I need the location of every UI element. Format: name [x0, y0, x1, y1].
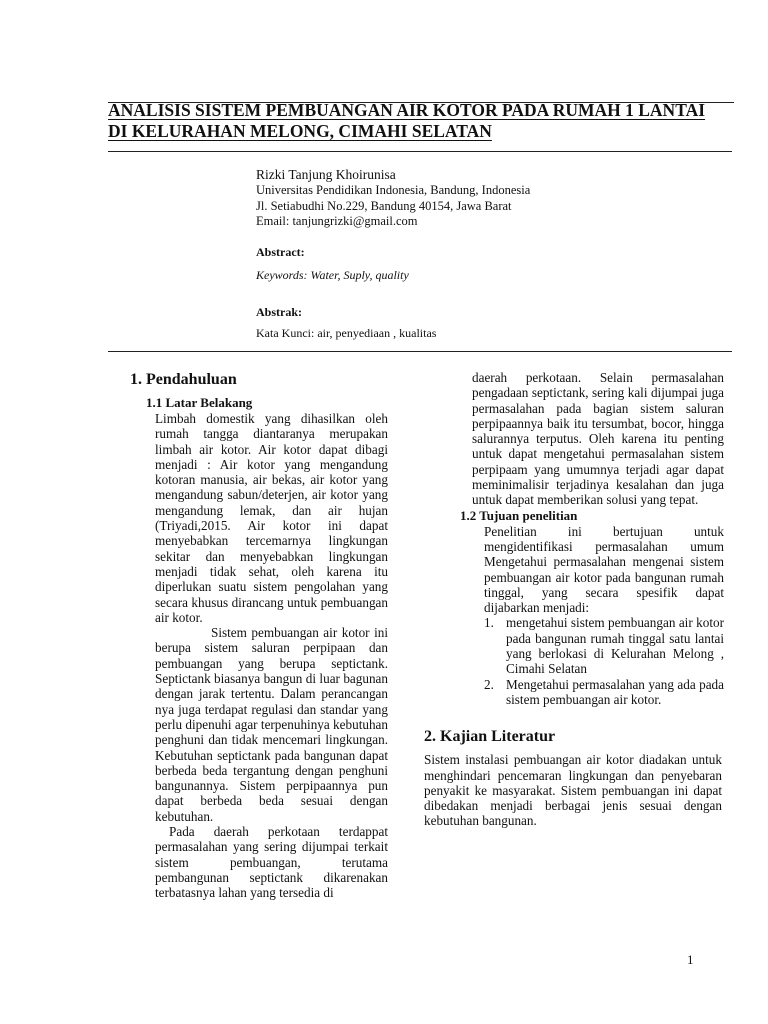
list-item-number: 1. [484, 615, 494, 631]
list-item [484, 615, 724, 676]
paragraph-latar-belakang-3-continued: daerah perkotaan. Selain permasalahan pengadaan septictank, sering kali dijumpai juga permasalahan pada bagian sistem saluran perpipaannya baik itu tersumbat, bocor, hingga salurannya terputus. Oleh karena itu penting untuk dapat mengetahui permasalahan sistem perpipaam yang umumnya terjadi agar dapat meminimalisir terjadinya kesalahan dan juga untuk dapat memberikan solusi yang tepat. [472, 370, 724, 508]
author-email: Email: tanjungrizki@gmail.com [256, 214, 418, 228]
abstract-bottom-rule [108, 351, 732, 352]
title-line-2: DI KELURAHAN MELONG, CIMAHI SELATAN [108, 121, 492, 141]
keywords-indonesian: Kata Kunci: air, penyediaan , kualitas [256, 326, 437, 340]
abstract-label: Abstract: [256, 244, 305, 259]
section-2-heading: 2. Kajian Literatur [424, 728, 556, 746]
list-item-number: 2. [484, 676, 494, 692]
list-item-text: Mengetahui permasalahan yang ada pada sistem pembuangan air kotor. [506, 676, 724, 707]
paragraph-kajian-literatur: Sistem instalasi pembuangan air kotor diadakan untuk menghindari pencemaran lingkungan dan penyebaran penyakit ke masyarakat. Sistem pembuangan ini dapat dibedakan menjadi berbagai jenis sesuai dengan kebutuhan bangunan. [424, 752, 722, 829]
page-number: 1 [687, 952, 694, 967]
list-item [484, 677, 724, 708]
paper-title [108, 100, 720, 142]
title-line-1: ANALISIS SISTEM PEMBUANGAN AIR KOTOR PADA RUMAH 1 LANTAI [108, 100, 706, 120]
subsection-1-2-heading: 1.2 Tujuan penelitian [460, 507, 578, 523]
paragraph-latar-belakang-3: Pada daerah perkotaan terdappat permasalahan yang sering dijumpai terkait sistem pembuangan, terutama pembangunan septictank dikarenakan terbatasnya lahan yang tersedia di [155, 824, 388, 901]
abstrak-label: Abstrak: [256, 304, 303, 319]
author-address: Jl. Setiabudhi No.229, Bandung 40154, Jawa Barat [256, 198, 512, 213]
left-column [130, 370, 388, 901]
title-bottom-rule [108, 151, 732, 152]
paragraph-latar-belakang-1: Limbah domestik yang dihasilkan oleh rumah tangga diantaranya merupakan limbah air kotor. Air kotor dapat dibagi menjadi : Air kotor yang mengandung kotoran manusia, air bekas, air kotor yang mengandung sabun/deterjen, air kotor yang mengandung lemak, dan air hujan (Triyadi,2015. Air kotor ini dapat menyebabkan tercemarnya lingkungan sekitar dan menyebabkan lingkungan menjadi tidak sehat, oleh karena itu diperlukan suatu sistem pengolahan yang secara khusus dirancang untuk pembuangan air kotor. [155, 411, 388, 625]
keywords-english: Keywords: Water, Suply, quality [256, 268, 409, 282]
list-item-text: mengetahui sistem pembuangan air kotor pada bangunan rumah tinggal satu lantai yang berlokasi di Kelurahan Melong , Cimahi Selatan [506, 615, 724, 677]
objectives-list [484, 615, 724, 707]
section-1-heading: 1. Pendahuluan [130, 371, 237, 388]
author-block [256, 166, 726, 342]
right-column [424, 370, 724, 829]
author-name: Rizki Tanjung Khoirunisa [256, 167, 396, 182]
author-affiliation: Universitas Pendidikan Indonesia, Bandung, Indonesia [256, 183, 531, 197]
paragraph-latar-belakang-2: Sistem pembuangan air kotor ini berupa sistem saluran perpipaan dan pembuangan yang berupa septictank. Septictank biasanya bangun di luar bagunan dengan jarak tertentu. Dalam perancangan nya juga terdapat regulasi dan standar yang perlu dipenuhi agar terpenuhinya kebutuhan penghuni dan tidak mencemari lingkungan. Kebutuhan septictank pada bangunan dapat berbeda beda tergantung dengan penghuni bangunannya. Sistem perpipaannya pun dapat berbeda beda sesuai dengan kebutuhan. [155, 625, 388, 824]
paragraph-tujuan-penelitian: Penelitian ini bertujuan untuk mengidentifikasi permasalahan umum Mengetahui permasalahan mengenai sistem pembuangan air kotor pada bangunan rumah tinggal, yang secara spesifik dapat dijabarkan menjadi: [484, 523, 724, 616]
subsection-1-1-heading: 1.1 Latar Belakang [146, 395, 253, 410]
